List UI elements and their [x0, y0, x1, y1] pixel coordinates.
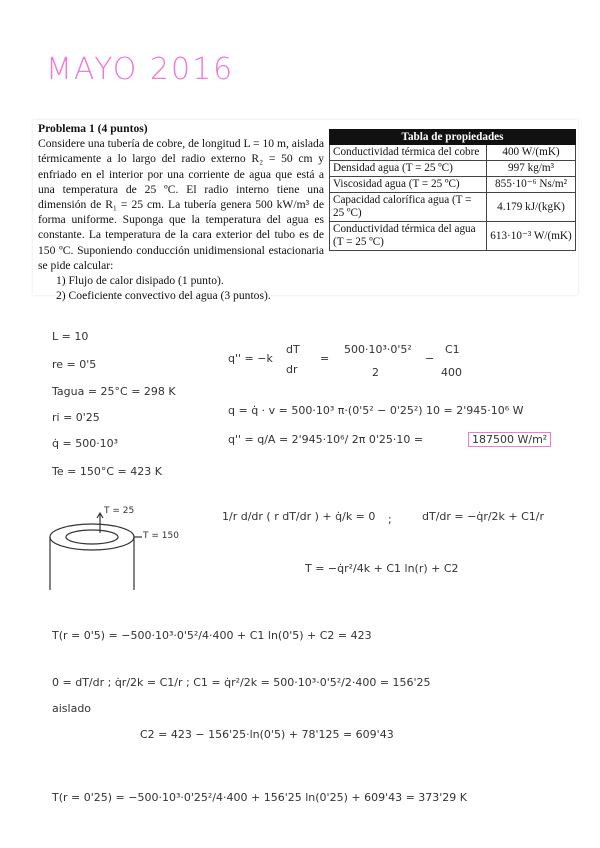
fig-outer-temp: T = 150	[143, 531, 179, 541]
table-cell-prop: Viscosidad agua (T = 25 ºC)	[330, 177, 487, 193]
eq-flux-equals: =	[320, 352, 330, 365]
eq-temperature-gradient: dT/dr = −q̇r/2k + C1/r	[422, 510, 545, 523]
pipe-outer-ellipse	[50, 524, 134, 550]
problem-title: Problema 1 (4 puntos)	[38, 122, 148, 135]
eq-flux-frac1-num: dT	[286, 343, 300, 356]
table-header: Tabla de propiedades	[330, 130, 576, 145]
pipe-inner-ellipse	[66, 530, 118, 544]
eq-temperature-inner: T(r = 0'25) = −500·10³·0'25²/4·400 + 156'25 ln(0'25) + 609'43 = 373'29 K	[52, 791, 468, 804]
heat-flux-result: 187500 W/m²	[468, 432, 551, 447]
eq-heat-separator: ;	[388, 513, 392, 526]
table-cell-value: 997 kg/m³	[487, 161, 576, 177]
table-cell-value: 4.179 kJ/(kgK)	[487, 193, 576, 222]
table-cell-prop: Conductividad térmica del cobre	[330, 145, 487, 161]
question-2: 2) Coeficiente convectivo del agua (3 puntos).	[56, 289, 271, 303]
given-outer-temp: Te = 150°C = 423 K	[52, 465, 162, 478]
question-1: 1) Flujo de calor disipado (1 punto).	[56, 274, 224, 288]
table-cell-prop: Densidad agua (T = 25 ºC)	[330, 161, 487, 177]
eq-flux-frac2-den: 2	[372, 366, 379, 379]
eq-heat-total: q = q̇ · v = 500·10³ π·(0'5² − 0'25²) 10 = 2'945·10⁶ W	[228, 404, 524, 417]
eq-temperature-profile: T = −q̇r²/4k + C1 ln(r) + C2	[305, 562, 459, 575]
table-cell-prop: Conductividad térmica del agua (T = 25 ºC)	[330, 222, 487, 251]
table-cell-value: 400 W/(mK)	[487, 145, 576, 161]
given-length: L = 10	[52, 330, 89, 343]
given-inner-radius: ri = 0'25	[52, 411, 100, 424]
eq-heat-flux: q'' = q/A = 2'945·10⁶/ 2π 0'25·10 =	[228, 433, 424, 446]
eq-flux-lhs: q'' = −k	[228, 352, 273, 365]
eq-flux-minus: −	[425, 352, 435, 365]
given-water-temp: Tagua = 25°C = 298 K	[52, 385, 176, 398]
table-cell-prop: Capacidad calorífica agua (T = 25 ºC)	[330, 193, 487, 222]
problem-body: Considere una tubería de cobre, de longitud L = 10 m, aislada térmicamente a lo largo del radio externo R₂ = 50 cm y enfriado en el interior por una corriente de agua que está a una temperatura de 25 ºC. El radio interno tiene una dimensión de R₁ = 25 cm. La tubería genera 500 kW/m³ de forma uniforme. Suponga que la temperatura del agua es constante. La temperatura de la cara exterior del tubo es de 150 ºC. Suponiendo conducción unidimensional estacionaria se pide calcular:	[38, 137, 324, 272]
eq-flux-frac2-num: 500·10³·0'5²	[344, 343, 412, 356]
eq-boundary-inner: 0 = dT/dr ; q̇r/2k = C1/r ; C1 = q̇r²/2k = 500·10³·0'5²/2·400 = 156'25	[52, 676, 431, 689]
eq-heat-equation: 1/r d/dr ( r dT/dr ) + q̇/k = 0	[222, 510, 376, 523]
eq-boundary-outer: T(r = 0'5) = −500·10³·0'5²/4·400 + C1 ln(0'5) + C2 = 423	[52, 629, 372, 642]
eq-c2: C2 = 423 − 156'25·ln(0'5) + 78'125 = 609'43	[140, 728, 394, 741]
page-heading: MAYO 2016	[46, 52, 235, 87]
fig-inner-temp: T = 25	[104, 506, 135, 516]
table-cell-value: 855·10⁻⁶ Ns/m²	[487, 177, 576, 193]
given-heat-generation: q̇ = 500·10³	[52, 437, 119, 450]
eq-flux-frac1-den: dr	[286, 363, 298, 376]
eq-flux-frac3-den: 400	[441, 366, 462, 379]
insulated-label: aislado	[52, 702, 92, 715]
given-outer-radius: re = 0'5	[52, 358, 97, 371]
table-cell-value: 613·10⁻³ W/(mK)	[487, 222, 576, 251]
eq-flux-frac3-num: C1	[445, 343, 460, 356]
